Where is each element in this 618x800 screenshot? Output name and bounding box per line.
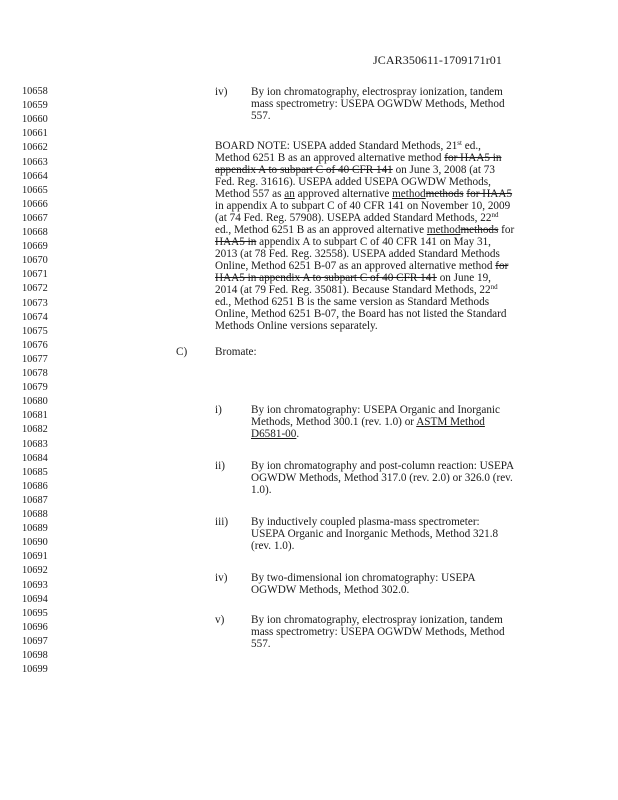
line-number: 10673 <box>22 297 48 309</box>
line-number: 10693 <box>22 579 48 591</box>
board-note-line: appendix A to subpart C of 40 CFR 141 on June 3, 2008 (at 73 <box>215 164 495 176</box>
line-number: 10687 <box>22 494 48 506</box>
line-number: 10672 <box>22 283 48 295</box>
line-number: 10667 <box>22 212 48 224</box>
line-number: 10688 <box>22 509 48 520</box>
board-note-line: Method 6251 B as an approved alternative method for HAA5 in <box>215 152 502 164</box>
board-note-line: HAA5 in appendix A to subpart C of 40 CFR 141 on May 31, <box>215 236 491 248</box>
line-number: 10689 <box>22 523 48 535</box>
item-number: iv) <box>215 86 228 98</box>
line-number: 10699 <box>22 664 48 676</box>
item-text-line: By ion chromatography: USEPA Organic and Inorganic <box>251 404 500 416</box>
board-note-line: Method 557 as an approved alternative methodmethods for HAA5 <box>215 188 513 200</box>
section-label: C) <box>176 346 188 358</box>
line-number: 10695 <box>22 607 48 619</box>
board-note-line: BOARD NOTE: USEPA added Standard Methods, 21st ed., <box>215 139 481 152</box>
item-text-line: Methods, Method 300.1 (rev. 1.0) or ASTM Method <box>251 416 485 428</box>
item-text-line: D6581-00. <box>251 428 300 440</box>
line-number: 10662 <box>22 142 48 154</box>
item-text-line: (rev. 1.0). <box>251 540 295 552</box>
line-number: 10668 <box>22 227 48 238</box>
board-note-line: Fed. Reg. 31616). USEPA added USEPA OGWDW Methods, <box>215 176 491 188</box>
item-number: iv) <box>215 572 228 584</box>
item-text-line: OGWDW Methods, Method 302.0. <box>251 584 410 596</box>
line-number: 10674 <box>22 311 48 323</box>
line-number: 10671 <box>22 269 48 281</box>
board-note-line: ed., Method 6251 B as an approved alternative methodmethods for <box>215 224 515 236</box>
board-note-line: 2013 (at 78 Fed. Reg. 32558). USEPA added Standard Methods <box>215 248 500 260</box>
line-number: 10665 <box>22 184 48 196</box>
line-number: 10678 <box>22 368 48 379</box>
item-number: ii) <box>215 460 225 472</box>
line-number: 10692 <box>22 565 48 577</box>
line-number: 10664 <box>22 170 48 182</box>
item-text-line: By ion chromatography and post-column reaction: USEPA <box>251 460 515 472</box>
line-number: 10666 <box>22 198 48 210</box>
line-number: 10697 <box>22 635 48 647</box>
item-text-line: mass spectrometry: USEPA OGWDW Methods, Method <box>251 626 505 638</box>
line-number: 10663 <box>22 156 48 168</box>
item-number: v) <box>215 614 225 626</box>
line-number: 10677 <box>22 353 48 365</box>
line-number: 10694 <box>22 593 48 605</box>
item-text-line: mass spectrometry: USEPA OGWDW Methods, Method <box>251 98 505 110</box>
board-note-line: 2014 (at 79 Fed. Reg. 35081). Because Standard Methods, 22nd <box>215 283 498 296</box>
line-number: 10675 <box>22 325 48 337</box>
item-text-line: By inductively coupled plasma-mass spectrometer: <box>251 516 480 528</box>
item-number: i) <box>215 404 222 416</box>
line-number: 10669 <box>22 241 48 253</box>
board-note-line: Methods Online versions separately. <box>215 320 378 332</box>
line-number: 10686 <box>22 480 48 492</box>
line-number: 10676 <box>22 339 48 351</box>
line-number: 10679 <box>22 382 48 394</box>
item-text-line: By ion chromatography, electrospray ionization, tandem <box>251 86 503 98</box>
section-title: Bromate: <box>215 346 257 358</box>
line-number: 10691 <box>22 551 48 563</box>
line-number: 10681 <box>22 410 48 422</box>
item-text-line: 557. <box>251 110 271 122</box>
document-header: JCAR350611-1709171r01 <box>373 53 502 67</box>
item-text-line: By two-dimensional ion chromatography: USEPA <box>251 572 476 584</box>
line-number: 10682 <box>22 424 48 436</box>
line-number: 10659 <box>22 100 48 112</box>
line-number: 10670 <box>22 255 48 267</box>
line-number: 10698 <box>22 650 48 661</box>
item-text-line: USEPA Organic and Inorganic Methods, Method 321.8 <box>251 528 499 540</box>
board-note-line: in appendix A to subpart C of 40 CFR 141 on November 10, 2009 <box>215 200 511 212</box>
item-text-line: By ion chromatography, electrospray ionization, tandem <box>251 614 503 626</box>
line-number: 10660 <box>22 114 48 126</box>
line-number: 10661 <box>22 128 48 140</box>
board-note-line: Online, Method 6251 B-07 as an approved alternative method for <box>215 260 509 272</box>
line-number: 10685 <box>22 466 48 478</box>
board-note-line: Online, Method 6251 B-07, the Board has not listed the Standard <box>215 308 507 320</box>
line-number: 10696 <box>22 621 48 633</box>
board-note-line: ed., Method 6251 B is the same version as Standard Methods <box>215 296 490 308</box>
board-note-line: (at 74 Fed. Reg. 57908). USEPA added Standard Methods, 22nd <box>215 211 499 224</box>
item-text-line: OGWDW Methods, Method 317.0 (rev. 2.0) or 326.0 (rev. <box>251 472 513 484</box>
line-number: 10683 <box>22 438 48 450</box>
line-number: 10690 <box>22 537 48 549</box>
line-number: 10680 <box>22 396 48 408</box>
item-text-line: 1.0). <box>251 484 272 496</box>
item-number: iii) <box>215 516 229 528</box>
line-number: 10684 <box>22 452 48 464</box>
item-text-line: 557. <box>251 638 271 650</box>
board-note-line: HAA5 in appendix A to subpart C of 40 CFR 141 on June 19, <box>215 272 491 284</box>
line-number: 10658 <box>22 86 48 97</box>
